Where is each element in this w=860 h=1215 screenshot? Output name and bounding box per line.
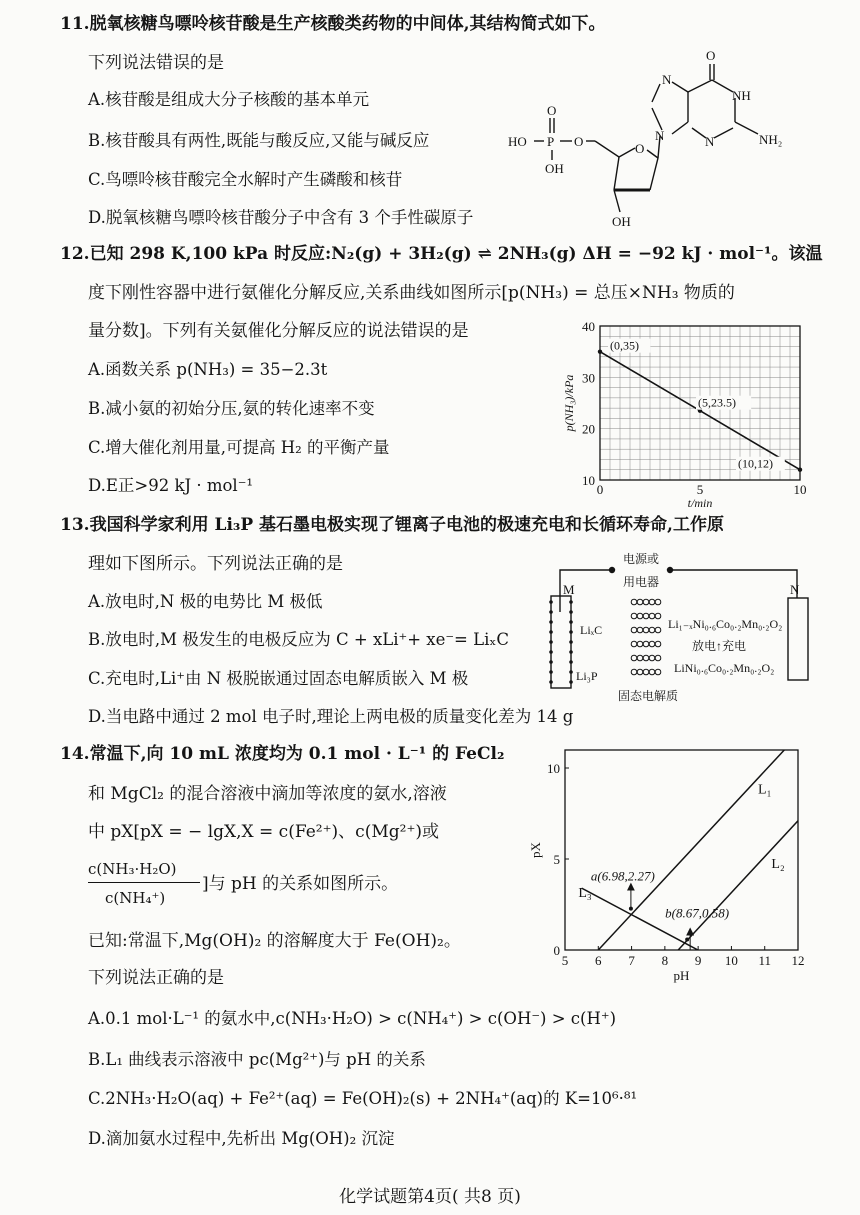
- nh-label: NH: [732, 88, 751, 103]
- hydroxyl-label: OH: [612, 214, 631, 229]
- q14-stem-line1: 14.常温下,向 10 mL 浓度均为 0.1 mol · L⁻¹ 的 FeCl₂: [60, 744, 505, 764]
- q11-option-a: A.核苷酸是组成大分子核酸的基本单元: [88, 90, 370, 109]
- electrode-n-label: N: [790, 582, 800, 597]
- series-label-l2: L₂: [771, 857, 785, 873]
- x-tick-label: 5: [696, 482, 704, 497]
- data-point: [798, 468, 802, 472]
- phosphoryl-o-label: O: [547, 103, 557, 118]
- q14-ask: 下列说法正确的是: [88, 968, 224, 988]
- series-line: [582, 888, 708, 955]
- electrolyte-particles: [631, 599, 661, 675]
- series-group: [582, 888, 708, 955]
- y-tick-label: 5: [553, 852, 560, 867]
- y-tick-label: 20: [582, 421, 595, 437]
- q13-option-d: D.当电路中通过 2 mol 电子时,理论上两电极的质量变化差为 14 g: [88, 707, 574, 726]
- q13-stem-line1: 13.我国科学家利用 Li₃P 基石墨电极实现了锂离子电池的极速充电和长循环寿命,工作原: [60, 515, 724, 535]
- q13-option-b: B.放电时,M 极发生的电极反应为 C + xLi⁺+ xe⁻= LiₓC: [88, 630, 509, 649]
- nh2-label: NH₂: [759, 132, 783, 147]
- q14-stem-line4: ]与 pH 的关系如图所示。: [202, 874, 399, 894]
- solid-electrolyte-label: 固态电解质: [618, 689, 679, 703]
- series-line: [678, 821, 798, 950]
- fraction-denominator: c(NH₄⁺): [105, 889, 166, 907]
- x-tick-label: 12: [791, 953, 805, 968]
- x-tick-label: 6: [595, 953, 602, 968]
- carbonyl-o-label: O: [706, 48, 716, 63]
- q11-ask: 下列说法错误的是: [88, 53, 224, 73]
- x-tick-label: 10: [724, 953, 738, 968]
- x-axis-label: t/min: [687, 496, 713, 510]
- discharge-charge-label: 放电↑充电: [692, 639, 747, 653]
- y-tick-label: 10: [547, 761, 560, 776]
- q13-option-c: C.充电时,Li⁺由 N 极脱嵌通过固态电解质嵌入 M 极: [88, 669, 469, 688]
- cathode-delithiated-label: Li₁₋ₓNi₀.₆Co₀.₂Mn₀.₂O₂: [668, 617, 783, 631]
- q11-option-c: C.鸟嘌呤核苷酸完全水解时产生磷酸和核苷: [88, 170, 403, 189]
- lixc-label: LiₓC: [580, 623, 603, 637]
- x-tick-label: 9: [694, 953, 702, 968]
- glycosidic-n-label: N: [655, 128, 665, 143]
- q14-option-a: A.0.1 mol·L⁻¹ 的氨水中,c(NH₃·H₂O) > c(NH₄⁺) > c(OH⁻) > c(H⁺): [88, 1009, 617, 1028]
- point-annotation: b(8.67,0.58): [665, 905, 730, 921]
- battery-diagram: [540, 550, 825, 710]
- point-annotation: (0,35): [610, 338, 639, 353]
- q11-stem: 11.脱氧核糖鸟嘌呤核苷酸是生产核酸类药物的中间体,其结构简式如下。: [60, 14, 606, 34]
- series-label-l3: L₃: [578, 886, 592, 902]
- phosphorus-label: P: [547, 134, 555, 149]
- x-tick-label: 11: [758, 953, 771, 968]
- q12-option-c: C.增大催化剂用量,可提高 H₂ 的平衡产量: [88, 438, 390, 457]
- x-tick-label: 8: [661, 953, 669, 968]
- ho-label: HO: [508, 134, 527, 149]
- q12-stem-line2: 度下刚性容器中进行氨催化分解反应,关系曲线如图所示[p(NH₃) = 总压×NH₃ 物质的: [88, 283, 735, 303]
- fraction-numerator: c(NH₃·H₂O): [88, 860, 177, 878]
- ring-n-label: N: [705, 134, 715, 149]
- q12-option-a: A.函数关系 p(NH₃) = 35−2.3t: [88, 360, 328, 379]
- q14-stem-line2: 和 MgCl₂ 的混合溶液中滴加等浓度的氨水,溶液: [88, 784, 447, 804]
- x-tick-label: 0: [596, 482, 604, 497]
- y-tick-label: 0: [553, 943, 560, 958]
- series-label-l1: L₁: [758, 782, 772, 798]
- q14-stem-line3: 中 pX[pX = − lgX,X = c(Fe²⁺)、c(Mg²⁺)或: [88, 822, 440, 842]
- y-tick-label: 30: [582, 370, 595, 386]
- data-point: [598, 349, 602, 353]
- q12-option-b: B.减小氨的初始分压,氨的转化速率不变: [88, 399, 375, 418]
- q11-option-b: B.核苷酸具有两性,既能与酸反应,又能与碱反应: [88, 131, 430, 150]
- series-group: [678, 821, 798, 950]
- y-tick-label: 10: [582, 473, 595, 488]
- phosphate-oh-label: OH: [545, 161, 564, 176]
- point-annotation: (10,12): [738, 456, 773, 471]
- q12-stem-line3: 量分数]。下列有关氨催化分解反应的说法错误的是: [88, 321, 469, 341]
- q14-option-c: C.2NH₃·H₂O(aq) + Fe²⁺(aq) = Fe(OH)₂(s) + 2NH₄⁺(aq)的 K=10⁶·⁸¹: [88, 1089, 638, 1108]
- point-annotation: a(6.98,2.27): [590, 868, 655, 884]
- point-annotation: (5,23.5): [698, 395, 736, 410]
- q14-option-b: B.L₁ 曲线表示溶液中 pc(Mg²⁺)与 pH 的关系: [88, 1050, 426, 1069]
- y-axis-label: pX: [528, 842, 543, 858]
- q13-option-a: A.放电时,N 极的电势比 M 极低: [88, 592, 323, 611]
- power-label-2: 用电器: [623, 575, 660, 589]
- cathode-lithiated-label: LiNi₀.₆Co₀.₂Mn₀.₂O₂: [674, 661, 775, 675]
- nucleotide-structure: [500, 40, 820, 240]
- y-axis-label: p(NH₃)/kPa: [562, 374, 576, 432]
- q14-option-d: D.滴加氨水过程中,先析出 Mg(OH)₂ 沉淀: [88, 1129, 395, 1148]
- electrode-m-label: M: [563, 582, 575, 597]
- x-tick-label: 10: [793, 482, 807, 497]
- x-axis-label: pH: [673, 968, 690, 983]
- y-tick-label: 40: [582, 319, 595, 334]
- data-point: [685, 937, 689, 941]
- imidazole-n-label: N: [662, 72, 672, 87]
- x-tick-label: 5: [561, 953, 569, 968]
- q12-stem-line1: 12.已知 298 K,100 kPa 时反应:N₂(g) + 3H₂(g) ⇌ 2NH₃(g) ΔH = −92 kJ · mol⁻¹。该温: [60, 244, 823, 264]
- ring-o-label: O: [635, 141, 645, 156]
- power-label-1: 电源或: [623, 552, 660, 566]
- q14-chart: [520, 740, 820, 990]
- fraction-bar: [88, 882, 200, 883]
- q12-chart: [555, 318, 825, 510]
- x-tick-label: 7: [628, 953, 635, 968]
- page-footer: 化学试题第4页( 共8 页): [339, 1187, 521, 1207]
- li3p-label: Li₃P: [576, 669, 598, 683]
- q14-known: 已知:常温下,Mg(OH)₂ 的溶解度大于 Fe(OH)₂。: [88, 931, 461, 951]
- q13-stem-line2: 理如下图所示。下列说法正确的是: [88, 554, 343, 574]
- q11-option-d: D.脱氧核糖鸟嘌呤核苷酸分子中含有 3 个手性碳原子: [88, 208, 474, 227]
- ester-o-label: O: [574, 134, 584, 149]
- q12-option-d: D.E正>92 kJ · mol⁻¹: [88, 476, 254, 495]
